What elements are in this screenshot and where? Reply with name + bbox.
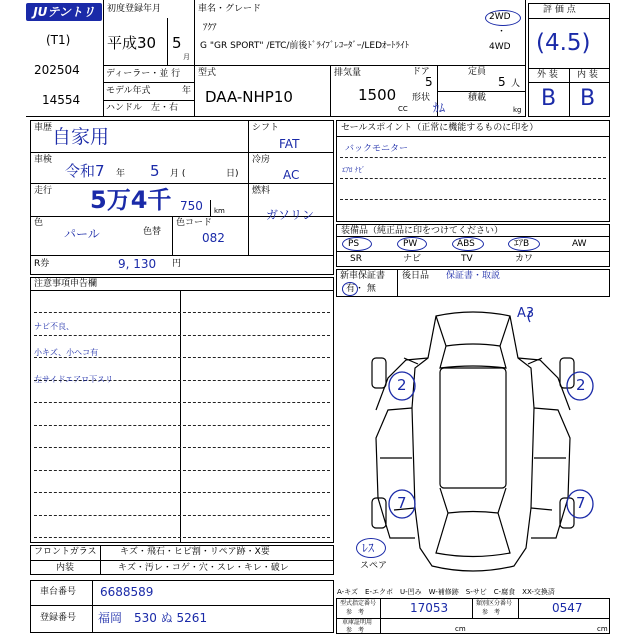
equip-airbag: ｴｱB [514,239,530,249]
mileage-value: 5万4千 [90,186,172,214]
fuel-value: ガソリン [266,208,315,222]
lot-label: (T1) [46,33,71,47]
shift-value: FAT [279,137,300,151]
note-line-2: 小キズ、小ヘコ有 [34,348,99,357]
note-rule [34,470,330,471]
aircon-label: 冷房 [252,155,271,165]
plate-label: 登録番号 [40,613,77,623]
equip-abs-circle [452,237,484,251]
model-year-unit: 年 [182,86,192,96]
class-sub: 参 考 [482,609,501,616]
warranty-label: 新車保証書 [340,271,386,281]
front-glass-label: フロントガラス [34,547,97,557]
equip-leather: カワ [515,254,534,264]
notes-label: 注意事項申告欄 [34,279,98,289]
equip-sr: SR [350,254,362,264]
damage-legend: A-キズ E-エクボ U-凹み W-補修跡 S-サビ C-腐食 XX-交換済 [337,588,555,596]
history-label: 車歴 [34,123,53,133]
equipment-label: 装備品（純正品に印をつけてください） [341,226,504,236]
note-rule [34,537,330,538]
code1: 202504 [34,63,80,77]
sales-point-item-1: バックモニター [345,144,409,154]
note-rule [34,357,330,358]
damage-mark-left-rear: 7 [397,494,407,512]
load-label: 積載 [468,93,487,103]
damage-mark-right-rear: 7 [576,494,586,512]
inspection-year-unit: 年 [116,169,126,179]
color-code: 082 [202,231,225,245]
spare-label: スペア [360,561,388,571]
aircon-value: AC [283,168,300,182]
model-year-label: モデル年式 [106,86,151,96]
warranty-yes-circle [342,282,358,296]
class-value: 0547 [552,601,583,615]
type-label: 型式 [198,68,217,78]
interior-cond-label: 内装 [56,563,75,573]
handle-label: ハンドル 左・右 [106,103,179,113]
car-name: ｱｸｱ [203,23,217,33]
displacement-value: 1500 [358,86,397,104]
color-code-label: 色コード [176,218,213,228]
note-rule [34,425,330,426]
book-value: 保証書・取説 [446,271,501,281]
inspection-month-unit: 月 ( [170,169,186,179]
drive-2wd: 2WD [489,12,511,22]
capacity-label: 定員 [468,67,487,77]
equip-pw-circle [397,237,427,251]
note-rule [34,312,330,313]
book-label: 後日品 [402,271,430,281]
note-rule [34,447,330,448]
equip-airbag-circle [508,237,540,251]
type-cert-label: 型式指定番号 [340,600,377,607]
spare-value: ﾚｽ [362,541,375,555]
exterior-grade: B [541,86,557,111]
warranty-value: 有・ 無 [346,284,376,294]
displacement-label: 排気量 [334,68,362,78]
first-reg-label: 初度登録年月 [107,4,162,14]
first-reg-month: 5 [172,34,182,52]
shift-label: シフト [252,123,280,133]
type-cert-sub: 参 考 [346,609,365,616]
exterior-label: 外 装 [537,70,558,80]
equip-pw: PW [403,239,418,249]
cc-unit: CC [398,105,408,113]
interior-label: 内 装 [577,70,598,80]
spare-circle [356,538,386,558]
chassis-label: 車台番号 [40,587,77,597]
equip-navi: ナビ [403,254,422,264]
note-rule [34,492,330,493]
drive-dot: ・ [497,27,507,37]
interior-cond-value: キズ・汚レ・コゲ・穴・スレ・キレ・破レ [118,563,289,573]
capacity-unit: 人 [511,79,521,89]
plate-value: 福岡 530 ぬ 5261 [98,611,208,625]
r-ticket-label: R券 [34,259,50,269]
type-cert-value: 17053 [410,601,449,615]
damage-mark-left-front: 2 [397,376,407,394]
damage-mark-a3: A3 [517,306,535,321]
yen-unit: 円 [172,259,182,269]
sales-point-item-2: ｴｱﾛ ﾅﾋﾞ [342,166,366,174]
capacity-value: 5 [498,75,506,89]
damage-mark-right-front: 2 [576,376,586,394]
car-name-label: 車名・グレード [198,4,262,14]
fuel-label: 燃料 [252,186,271,196]
equip-aw: AW [572,239,587,249]
class-label: 類別区分番号 [476,600,513,607]
type-value: DAA-NHP10 [205,88,293,106]
company-logo: JUテントリ [26,3,102,21]
code2: 14554 [42,93,81,107]
inspection-month: 5 [150,162,160,180]
mileage-label: 走行 [34,186,53,196]
front-glass-value: キズ・飛石・ヒビ割・リペア跡・X要 [120,547,270,557]
note-rule [34,335,330,336]
note-line-1: ナビ不良、 [34,322,74,331]
color-change-label: 色替 [143,227,162,237]
shape-label: 形状 [412,93,431,103]
equip-tv: TV [461,254,473,264]
grade-label: 評 価 点 [543,5,576,15]
sales-point-label: セールスポイント（正常に機能するものに印を） [341,123,539,133]
color-label: 色 [34,218,44,228]
color-value: パール [64,227,100,241]
drive-4wd: 4WD [489,42,511,52]
grade-score: (4.5) [536,30,591,56]
r-ticket-value: 9, 130 [118,257,157,271]
cert-sub: 参 考 [346,627,365,634]
cert-unit-1: cm [455,625,466,633]
equip-abs: ABS [457,239,475,249]
note-rule [34,402,330,403]
door-value: 5 [425,75,433,89]
km-unit: km [214,207,225,215]
first-reg-month-unit: 月 [183,53,190,61]
inspection-label: 車検 [34,155,53,165]
history-value: 自家用 [52,126,110,148]
shape-value: ｶﾑ [433,101,446,115]
note-line-3: 左サイドエアロ下スリ [34,375,114,384]
inspection-day-unit: 日) [226,169,239,179]
equip-ps: PS [348,239,360,249]
door-label: ドア [412,67,430,77]
cert-unit-2: cm [597,625,608,633]
interior-grade: B [580,86,596,111]
inspection-era: 令和7 [65,162,105,180]
first-reg-era: 平成30 [107,34,157,52]
car-grade: G "GR SPORT" /ETC/前後ﾄﾞﾗｲﾌﾞﾚｺｰﾀﾞｰ/LEDｵｰﾄﾗｲﾄ [200,41,410,51]
dealer-label: ディーラー・並 行 [106,69,181,79]
kg-unit: kg [513,106,522,114]
chassis-value: 6688589 [100,585,154,599]
equip-ps-circle [342,237,372,251]
cert-label: 車庫証明用 [342,619,373,626]
mileage-sub: 750 [180,199,203,213]
notes-box [30,277,334,543]
note-rule [34,515,330,516]
